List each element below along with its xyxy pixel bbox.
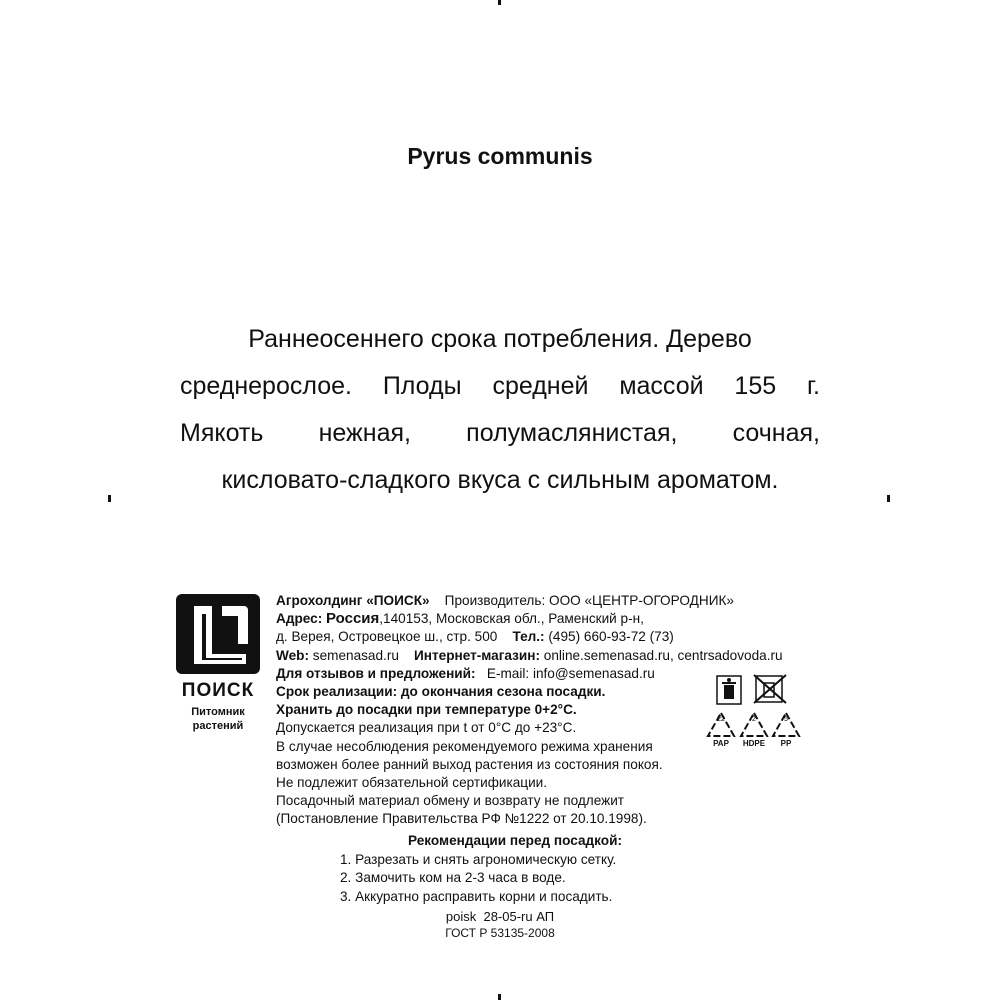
product-code: poisk 28-05-ru АП bbox=[445, 909, 555, 924]
info-row-web bbox=[276, 647, 783, 665]
storage-warning-2: возможен более ранний выход растения из состояния покоя. bbox=[276, 756, 663, 772]
recycle-number-pap: 22 bbox=[717, 716, 725, 723]
feedback-label: Для отзывов и предложений: bbox=[276, 665, 476, 681]
web-link[interactable]: semenasad.ru bbox=[312, 647, 399, 663]
recycle-hdpe-icon bbox=[739, 711, 769, 739]
recommendations-title: Рекомендации перед посадкой: bbox=[407, 833, 622, 848]
logo-name: ПОИСК bbox=[181, 680, 255, 701]
email-link[interactable]: E-mail: info@semenasad.ru bbox=[486, 665, 655, 681]
recommendation-item: 3. Аккуратно расправить корни и посадить. bbox=[340, 888, 613, 904]
crop-mark-right bbox=[887, 495, 890, 502]
description-line-2: среднерослое. Плоды средней массой 155 г. bbox=[180, 372, 820, 400]
recycle-label-hdpe: HDPE bbox=[742, 739, 766, 748]
address-text: ,140153, Московская обл., Раменский р-н, bbox=[379, 611, 644, 627]
logo-sub-line-2: растений bbox=[192, 720, 244, 732]
recommendation-item: 2. Замочить ком на 2-3 часа в воде. bbox=[340, 870, 566, 885]
crop-mark-bottom bbox=[498, 994, 501, 1000]
crop-mark-left bbox=[108, 495, 111, 502]
storage-warning-1: В случае несоблюдения рекомендуемого режима хранения bbox=[276, 738, 653, 754]
no-litter-icon bbox=[752, 673, 788, 705]
return-note-1: Посадочный материал обмену и возврату не подлежит bbox=[276, 793, 625, 809]
tel-number: (495) 660-93-72 (73) bbox=[548, 629, 674, 645]
logo-sub-line-1: Питомник bbox=[191, 706, 245, 718]
holding-name: Агрохолдинг «ПОИСК» bbox=[276, 593, 430, 608]
gost-standard: ГОСТ Р 53135-2008 bbox=[445, 926, 555, 940]
trash-bin-icon bbox=[716, 675, 742, 705]
recycle-pap-icon bbox=[706, 711, 736, 739]
description-line-3: Мякоть нежная, полумаслянистая, сочная, bbox=[180, 419, 820, 447]
description-line-4: кисловато-сладкого вкуса с сильным ароматом. bbox=[221, 466, 779, 494]
recycling-icons bbox=[704, 673, 804, 753]
address-line-2: д. Верея, Островецкое ш., стр. 500 bbox=[276, 629, 498, 645]
address-country: Россия bbox=[326, 610, 380, 628]
storage-temperature: Хранить до посадки при температуре 0+2°С. bbox=[276, 702, 577, 718]
info-row-address bbox=[276, 610, 783, 628]
return-note-2: (Постановление Правительства РФ №1222 от 20.10.1998). bbox=[276, 811, 647, 827]
address-label: Адрес: bbox=[276, 611, 323, 627]
recycle-label-pap: PAP bbox=[713, 739, 729, 748]
tel-label: Тел.: bbox=[512, 629, 545, 645]
crop-mark-top bbox=[498, 0, 501, 5]
certification-note: Не подлежит обязательной сертификации. bbox=[276, 774, 548, 790]
sale-temperature: Допускается реализация при t от 0°С до +23°С. bbox=[276, 720, 577, 736]
recycle-label-pp: PP bbox=[780, 739, 792, 748]
recycle-pp-icon bbox=[771, 711, 801, 739]
logo-subtitle bbox=[172, 705, 264, 733]
shop-label: Интернет-магазин: bbox=[414, 647, 540, 663]
product-codes bbox=[0, 908, 1000, 942]
web-label: Web: bbox=[276, 647, 309, 663]
recycle-number-pp: 5 bbox=[784, 716, 788, 723]
producer-name: Производитель: ООО «ЦЕНТР-ОГОРОДНИК» bbox=[444, 593, 734, 608]
planting-recommendations bbox=[0, 832, 1000, 906]
recycle-number-hdpe: 2 bbox=[752, 716, 756, 723]
latin-name: Pyrus communis bbox=[407, 143, 593, 169]
shelf-life: Срок реализации: до окончания сезона посадки. bbox=[276, 683, 606, 699]
poisk-logo-icon bbox=[172, 590, 264, 678]
shop-links[interactable]: online.semenasad.ru, centrsadovoda.ru bbox=[543, 647, 783, 663]
info-row-holding bbox=[276, 592, 783, 610]
info-row-address-2 bbox=[276, 628, 783, 646]
variety-description bbox=[180, 316, 820, 504]
recommendation-item: 1. Разрезать и снять агрономическую сетку. bbox=[340, 851, 617, 867]
description-line-1: Раннеосеннего срока потребления. Дерево bbox=[248, 325, 752, 353]
